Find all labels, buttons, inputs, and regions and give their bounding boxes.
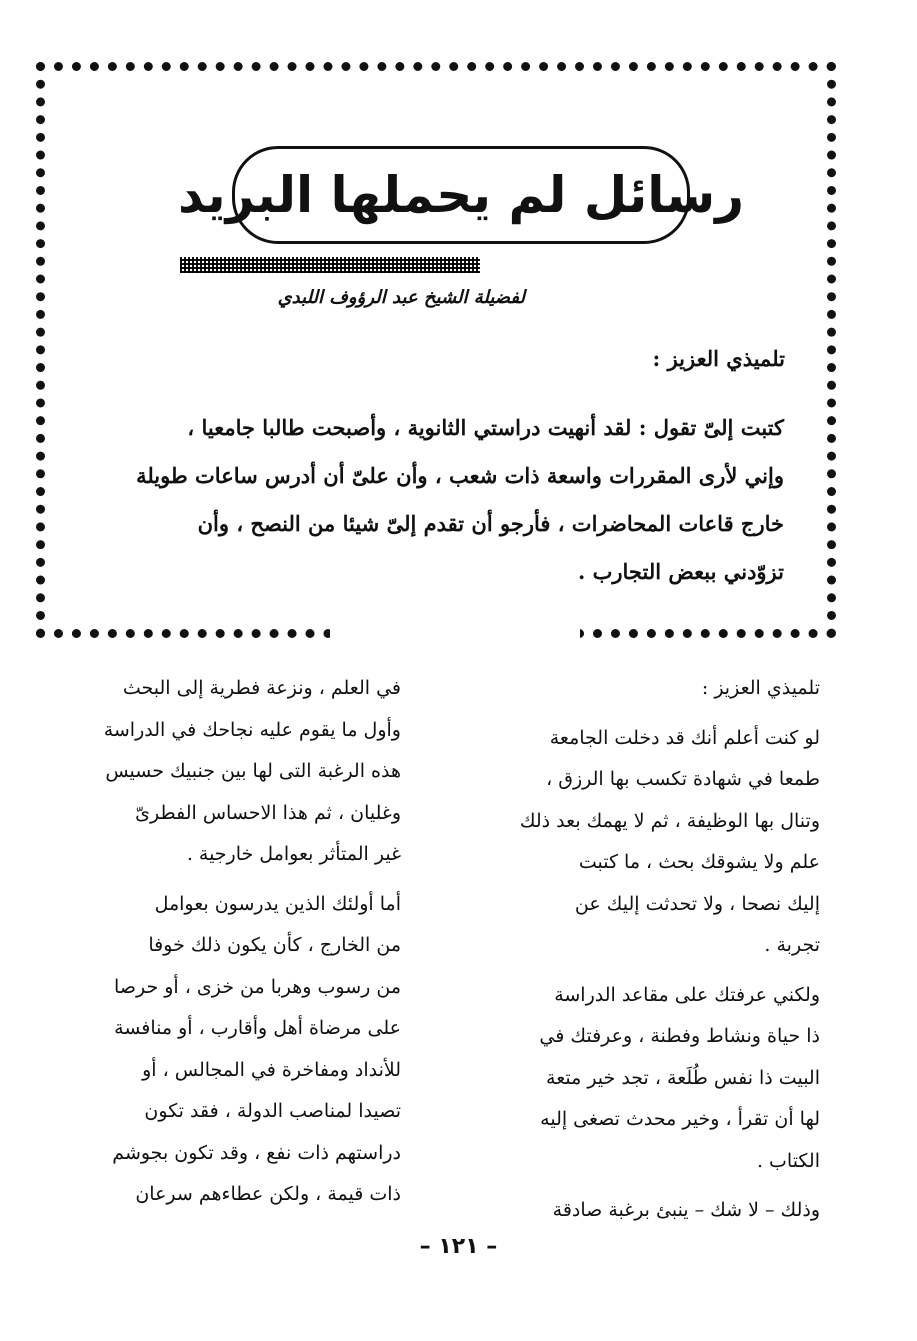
text-line: وذلك – لا شك – ينبئ برغبة صادقة bbox=[552, 1199, 820, 1221]
text-line: دراستهم ذات نفع ، وقد تكون بجوشم bbox=[112, 1141, 401, 1164]
letter-line: كتبت إلىّ تقول : لقد أنهيت دراستي الثانوية ، وأصبحت طالبا جامعيا ، bbox=[187, 415, 784, 440]
title-decorative-rule bbox=[180, 257, 480, 273]
text-line: ذا حياة ونشاط وفطنة ، وعرفتك في bbox=[539, 1025, 820, 1047]
text-line: ذات قيمة ، ولكن عطاءهم سرعان bbox=[135, 1183, 401, 1205]
text-line: طمعا في شهادة تكسب بها الرزق ، bbox=[546, 768, 820, 790]
text-line: هذه الرغبة التى لها بين جنبيك حسيس bbox=[105, 760, 401, 782]
text-line: للأنداد ومفاخرة في المجالس ، أو bbox=[142, 1058, 401, 1081]
text-line: وغليان ، ثم هذا الاحساس الفطرىّ bbox=[135, 801, 401, 824]
text-line: تصيدا لمناصب الدولة ، فقد تكون bbox=[144, 1100, 401, 1122]
text-line: ولكني عرفتك على مقاعد الدراسة bbox=[554, 983, 820, 1006]
reply-column-right bbox=[448, 668, 820, 1232]
page-title: رسائل لم يحملها البريد bbox=[178, 166, 744, 224]
text-line: من رسوب وهربا من خزى ، أو حرصا bbox=[114, 975, 401, 998]
text-line: من الخارج ، كأن يكون ذلك خوفا bbox=[148, 934, 401, 956]
text-line: الكتاب . bbox=[756, 1149, 820, 1172]
text-line: على مرضاة أهل وأقارب ، أو منافسة bbox=[114, 1017, 401, 1039]
text-line: البيت ذا نفس طُلَعة ، تجد خير متعة bbox=[546, 1066, 820, 1089]
text-line: وتنال بها الوظيفة ، ثم لا يهمك بعد ذلك bbox=[519, 809, 820, 832]
page-number: – ١٢١ – bbox=[419, 1234, 498, 1259]
text-line: وأول ما يقوم عليه نجاحك في الدراسة bbox=[103, 718, 401, 741]
reply-salutation: تلميذي العزيز : bbox=[701, 677, 820, 699]
letter-line: خارج قاعات المحاضرات ، فأرجو أن تقدم إلىّ شيئا من النصح ، وأن bbox=[197, 511, 784, 536]
text-line: لو كنت أعلم أنك قد دخلت الجامعة bbox=[549, 726, 820, 749]
letter-salutation: تلميذي العزيز : bbox=[652, 346, 785, 371]
letter-line: وإني لأرى المقررات واسعة ذات شعب ، وأن علىّ أن أدرس ساعات طويلة bbox=[136, 463, 784, 488]
text-line: تجربة . bbox=[764, 934, 820, 956]
letter-line: تزوّدني ببعض التجارب . bbox=[578, 559, 784, 584]
text-line: إليك نصحا ، ولا تحدثت إليك عن bbox=[574, 892, 820, 915]
text-line: أما أولئك الذين يدرسون بعوامل bbox=[154, 892, 401, 915]
text-line: علم ولا يشوقك بحث ، ما كتبت bbox=[578, 851, 820, 873]
title-cartouche bbox=[178, 146, 744, 244]
text-line: غير المتأثر بعوامل خارجية . bbox=[186, 843, 401, 865]
letter-body bbox=[108, 404, 784, 596]
author-byline: لفضيلة الشيخ عبد الرؤوف اللبدي bbox=[277, 287, 525, 308]
text-line: في العلم ، ونزعة فطرية إلى البحث bbox=[122, 677, 401, 699]
frame-gap bbox=[330, 626, 580, 642]
reply-column-left bbox=[49, 668, 401, 1216]
text-line: لها أن تقرأ ، وخير محدث تصغى إليه bbox=[540, 1108, 820, 1130]
